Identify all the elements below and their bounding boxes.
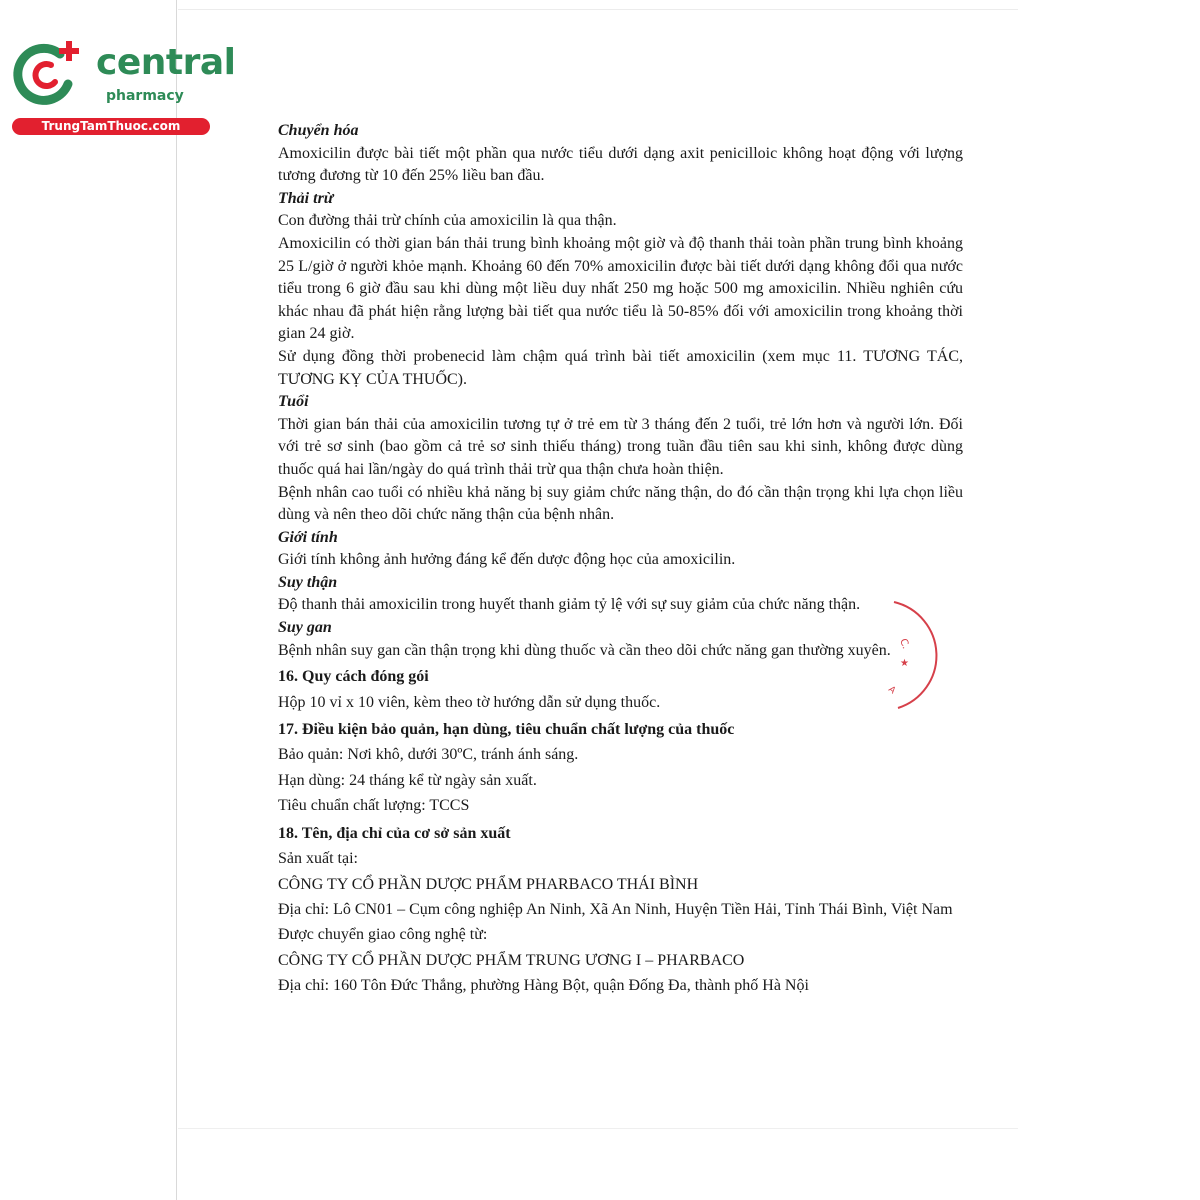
subheading: Suy gan	[278, 619, 332, 637]
paragraph: Sử dụng đồng thời probenecid làm chậm quá trình bài tiết amoxicilin (xem mục 11. TƯƠNG TÁC, TƯƠNG KỴ CỦA THUỐC).	[278, 347, 963, 388]
top-rule	[178, 9, 1018, 10]
paragraph: Hộp 10 vỉ x 10 viên, kèm theo tờ hướng dẫn sử dụng thuốc.	[278, 693, 661, 711]
section-heading: 17. Điều kiện bảo quản, hạn dùng, tiêu chuẩn chất lượng của thuốc	[278, 721, 735, 739]
logo-mark-icon	[10, 38, 90, 110]
paragraph: Amoxicilin có thời gian bán thải trung bình khoảng một giờ và độ thanh thải toàn phần trung bình khoảng 25 L/giờ ở người khỏe mạnh. Khoảng 60 đến 70% amoxicilin được bài tiết dưới dạng không đổi qua nước tiểu trong 6 giờ đầu sau khi dùng một liều duy nhất 250 mg hoặc 500 mg amoxicilin. Nhiều nghiên cứu khác nhau đã phát hiện rằng lượng bài tiết qua nước tiểu là 50-85% đối với amoxicilin trong khoảng thời gian 24 giờ.	[278, 234, 963, 343]
paragraph: Sản xuất tại:	[278, 850, 358, 868]
paragraph: Con đường thải trừ chính của amoxicilin là qua thận.	[278, 212, 617, 230]
section-heading: 16. Quy cách đóng gói	[278, 668, 429, 686]
paragraph: Bệnh nhân cao tuổi có nhiều khả năng bị suy giảm chức năng thận, do đó cần thận trọng khi lựa chọn liều dùng và nên theo dõi chức năng thận của bệnh nhân.	[278, 483, 963, 524]
paragraph: Độ thanh thải amoxicilin trong huyết thanh giảm tỷ lệ với sự suy giảm của chức năng thận.	[278, 596, 861, 614]
subheading: Chuyển hóa	[278, 122, 359, 139]
central-pharmacy-logo[interactable]	[10, 38, 236, 138]
subheading: Suy thận	[278, 573, 338, 591]
subheading: Thải trừ	[278, 189, 334, 207]
paragraph: Bệnh nhân suy gan cần thận trọng khi dùng thuốc và cần theo dõi chức năng gan thường xuyên.	[278, 641, 891, 659]
product-info-sections	[278, 664, 963, 998]
logo-url-badge: TrungTamThuoc.com	[12, 118, 210, 135]
svg-text:C.: C.	[897, 637, 911, 651]
bottom-rule	[178, 1128, 1018, 1129]
paragraph: Địa chỉ: Lô CN01 – Cụm công nghiệp An Ninh, Xã An Ninh, Huyện Tiền Hải, Tỉnh Thái Bình, Việt Nam	[278, 900, 953, 918]
pharmacokinetics-section	[278, 120, 963, 662]
page-edge	[176, 0, 177, 1200]
svg-text:A: A	[886, 684, 898, 697]
logo-brand-text: central	[96, 42, 236, 83]
logo-sub-text: pharmacy	[106, 88, 184, 104]
paragraph: CÔNG TY CỔ PHẦN DƯỢC PHẨM PHARBACO THÁI BÌNH	[278, 875, 699, 893]
paragraph: Giới tính không ảnh hưởng đáng kể đến dược động học của amoxicilin.	[278, 551, 736, 569]
paragraph: Amoxicilin được bài tiết một phần qua nước tiểu dưới dạng axit penicilloic không hoạt động với lượng tương đương từ 10 đến 25% liều ban đầu.	[278, 144, 963, 185]
paragraph: Bảo quản: Nơi khô, dưới 30ºC, tránh ánh sáng.	[278, 746, 579, 764]
subheading: Tuổi	[278, 393, 309, 411]
paragraph: CÔNG TY CỔ PHẦN DƯỢC PHẨM TRUNG ƯƠNG I – PHARBACO	[278, 951, 745, 969]
document-body	[278, 120, 963, 999]
paragraph: Hạn dùng: 24 tháng kể từ ngày sản xuất.	[278, 771, 537, 789]
paragraph: Tiêu chuẩn chất lượng: TCCS	[278, 797, 470, 815]
paragraph: Địa chỉ: 160 Tôn Đức Thắng, phường Hàng Bột, quận Đống Đa, thành phố Hà Nội	[278, 977, 809, 995]
paragraph: Được chuyển giao công nghệ từ:	[278, 926, 488, 944]
subheading: Giới tính	[278, 528, 338, 546]
red-stamp-mark	[880, 600, 940, 715]
paragraph: Thời gian bán thải của amoxicilin tương tự ở trẻ em từ 3 tháng đến 2 tuổi, trẻ lớn hơn và người lớn. Đối với trẻ sơ sinh (bao gồm cả trẻ sơ sinh thiếu tháng) trong tuần đầu tiên sau khi sinh, không được dùng thuốc quá hai lần/ngày do quá trình thải trừ qua thận chưa hoàn thiện.	[278, 415, 963, 478]
section-heading: 18. Tên, địa chỉ của cơ sở sản xuất	[278, 824, 511, 842]
svg-text:★: ★	[900, 658, 909, 669]
